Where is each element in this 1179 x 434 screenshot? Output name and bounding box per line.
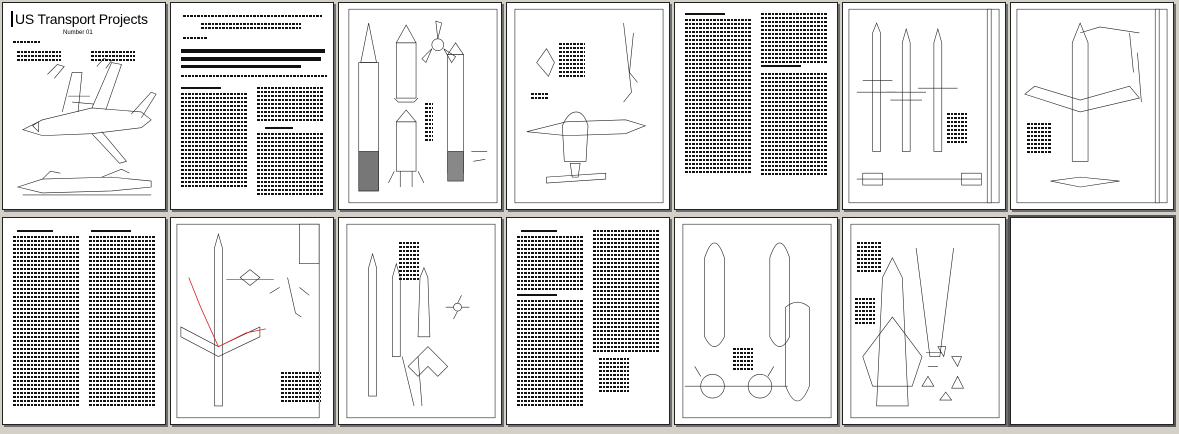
text-column [181, 93, 247, 189]
drawing-caption [559, 43, 585, 79]
drawing-caption [531, 93, 549, 101]
heading-bar [181, 65, 301, 68]
text-column [599, 358, 629, 394]
page-thumbnail-2[interactable] [170, 2, 334, 210]
section-heading [517, 294, 557, 296]
aircraft-drawing [3, 3, 165, 209]
drawing-caption [1027, 123, 1051, 155]
page-thumbnail-1[interactable] [2, 2, 166, 210]
cover-title: US Transport Projects [11, 11, 165, 27]
drawing-caption [855, 298, 875, 326]
text-column [761, 13, 827, 65]
rocket-drawing [339, 3, 501, 209]
section-heading [17, 230, 53, 232]
drawing-caption [425, 103, 433, 143]
text-column [257, 133, 323, 197]
aircraft-drawing [675, 218, 837, 424]
section-heading [761, 65, 801, 67]
header-text [201, 23, 301, 31]
page-thumbnail-12[interactable] [674, 217, 838, 425]
header-text [183, 37, 207, 41]
aircraft-drawing [339, 218, 501, 424]
heading-bar [181, 57, 321, 61]
page-thumbnail-3[interactable] [338, 2, 502, 210]
drawing-caption [281, 372, 321, 404]
page-thumbnail-13[interactable] [842, 217, 1006, 425]
page-thumbnail-7[interactable] [1010, 2, 1174, 210]
page-thumbnail-9[interactable] [170, 217, 334, 425]
page-thumbnail-5[interactable] [674, 2, 838, 210]
heading-bar [181, 49, 325, 53]
page-thumbnail-grid [2, 2, 1174, 425]
rule-line [181, 75, 327, 79]
drawing-caption [857, 242, 881, 274]
text-column [13, 236, 79, 408]
drawing-caption [733, 348, 753, 372]
text-column [685, 19, 751, 175]
drawing-caption [399, 242, 419, 282]
section-heading [521, 230, 557, 232]
section-heading [685, 13, 725, 15]
aircraft-drawing [843, 3, 1005, 209]
page-thumbnail-4[interactable] [506, 2, 670, 210]
text-column [593, 230, 659, 354]
section-heading [91, 230, 131, 232]
text-column [257, 87, 323, 123]
aircraft-drawing [507, 3, 669, 209]
page-thumbnail-11[interactable] [506, 217, 670, 425]
cover-subtitle: Number 01 [63, 30, 93, 36]
aircraft-drawing [1011, 3, 1173, 209]
section-heading [181, 87, 221, 89]
text-column [89, 236, 155, 408]
page-thumbnail-6[interactable] [842, 2, 1006, 210]
page-thumbnail-10[interactable] [338, 217, 502, 425]
drawing-caption [947, 113, 967, 145]
text-column [761, 73, 827, 177]
section-heading [265, 127, 293, 129]
text-column [517, 300, 583, 408]
text-column [517, 236, 583, 292]
header-text [183, 15, 323, 19]
page-thumbnail-8[interactable] [2, 217, 166, 425]
page-thumbnail-14[interactable] [1010, 217, 1174, 425]
